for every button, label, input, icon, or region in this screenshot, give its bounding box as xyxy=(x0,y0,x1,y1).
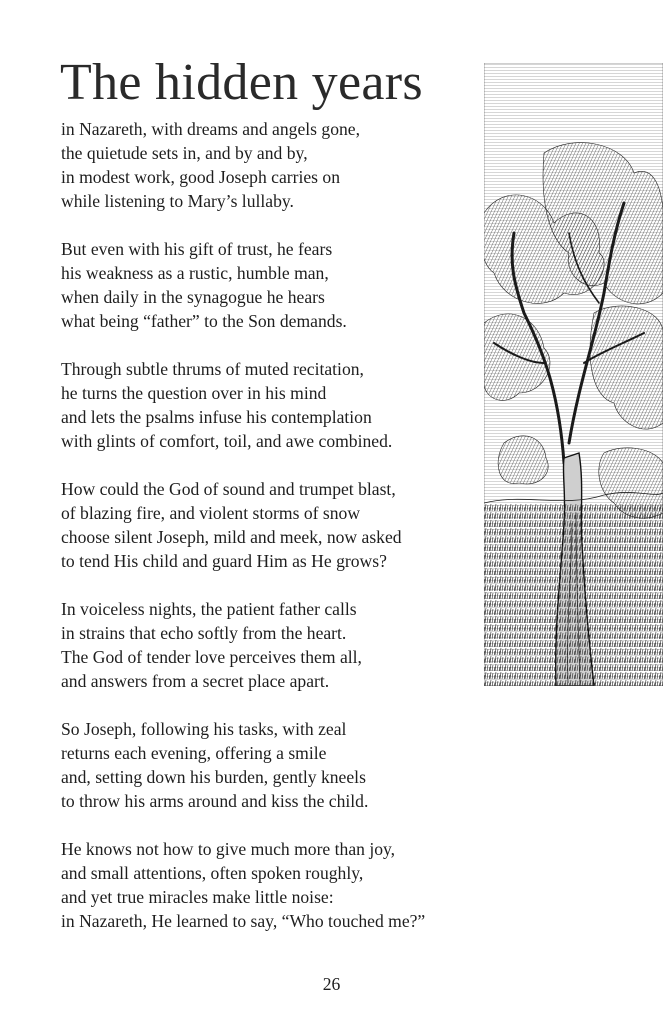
poem-line: So Joseph, following his tasks, with zeal xyxy=(61,719,347,739)
stanza xyxy=(61,717,491,813)
poem-line: the quietude sets in, and by and by, xyxy=(61,143,308,163)
poem-line: to tend His child and guard Him as He grows? xyxy=(61,551,387,571)
poem-line: In voiceless nights, the patient father calls xyxy=(61,599,357,619)
stanza xyxy=(61,357,491,453)
stanza xyxy=(61,597,491,693)
poem-line: what being “father” to the Son demands. xyxy=(61,311,347,331)
poem-line: in Nazareth, He learned to say, “Who touched me?” xyxy=(61,911,426,931)
page-title: The hidden years xyxy=(60,54,423,111)
poem-line: of blazing fire, and violent storms of snow xyxy=(61,503,361,523)
poem-line: and yet true miracles make little noise: xyxy=(61,887,334,907)
poem-line: and small attentions, often spoken roughly, xyxy=(61,863,364,883)
poem-line: and answers from a secret place apart. xyxy=(61,671,330,691)
poem-line: choose silent Joseph, mild and meek, now asked xyxy=(61,527,402,547)
poem-line: But even with his gift of trust, he fears xyxy=(61,239,333,259)
poem-line: to throw his arms around and kiss the child. xyxy=(61,791,369,811)
poem-line: The God of tender love perceives them all, xyxy=(61,647,362,667)
poem-line: while listening to Mary’s lullaby. xyxy=(61,191,294,211)
poem-line: How could the God of sound and trumpet blast, xyxy=(61,479,396,499)
tree-engraving xyxy=(484,63,663,686)
poem-line: and, setting down his burden, gently kneels xyxy=(61,767,366,787)
stanza xyxy=(61,837,491,933)
poem-line: and lets the psalms infuse his contemplation xyxy=(61,407,372,427)
poem-line: when daily in the synagogue he hears xyxy=(61,287,325,307)
poem-line: in strains that echo softly from the heart. xyxy=(61,623,347,643)
poem-line: in modest work, good Joseph carries on xyxy=(61,167,341,187)
stanza xyxy=(61,117,491,213)
poem-line: returns each evening, offering a smile xyxy=(61,743,327,763)
stanza xyxy=(61,477,491,573)
poem-line: his weakness as a rustic, humble man, xyxy=(61,263,329,283)
stanza xyxy=(61,237,491,333)
poem-line: Through subtle thrums of muted recitation, xyxy=(61,359,364,379)
poem-line: in Nazareth, with dreams and angels gone, xyxy=(61,119,360,139)
poem-line: He knows not how to give much more than joy, xyxy=(61,839,396,859)
poem xyxy=(61,117,491,957)
poem-line: with glints of comfort, toil, and awe combined. xyxy=(61,431,393,451)
poem-line: he turns the question over in his mind xyxy=(61,383,327,403)
page-number: 26 xyxy=(322,974,341,994)
meadow-grass xyxy=(484,503,663,686)
